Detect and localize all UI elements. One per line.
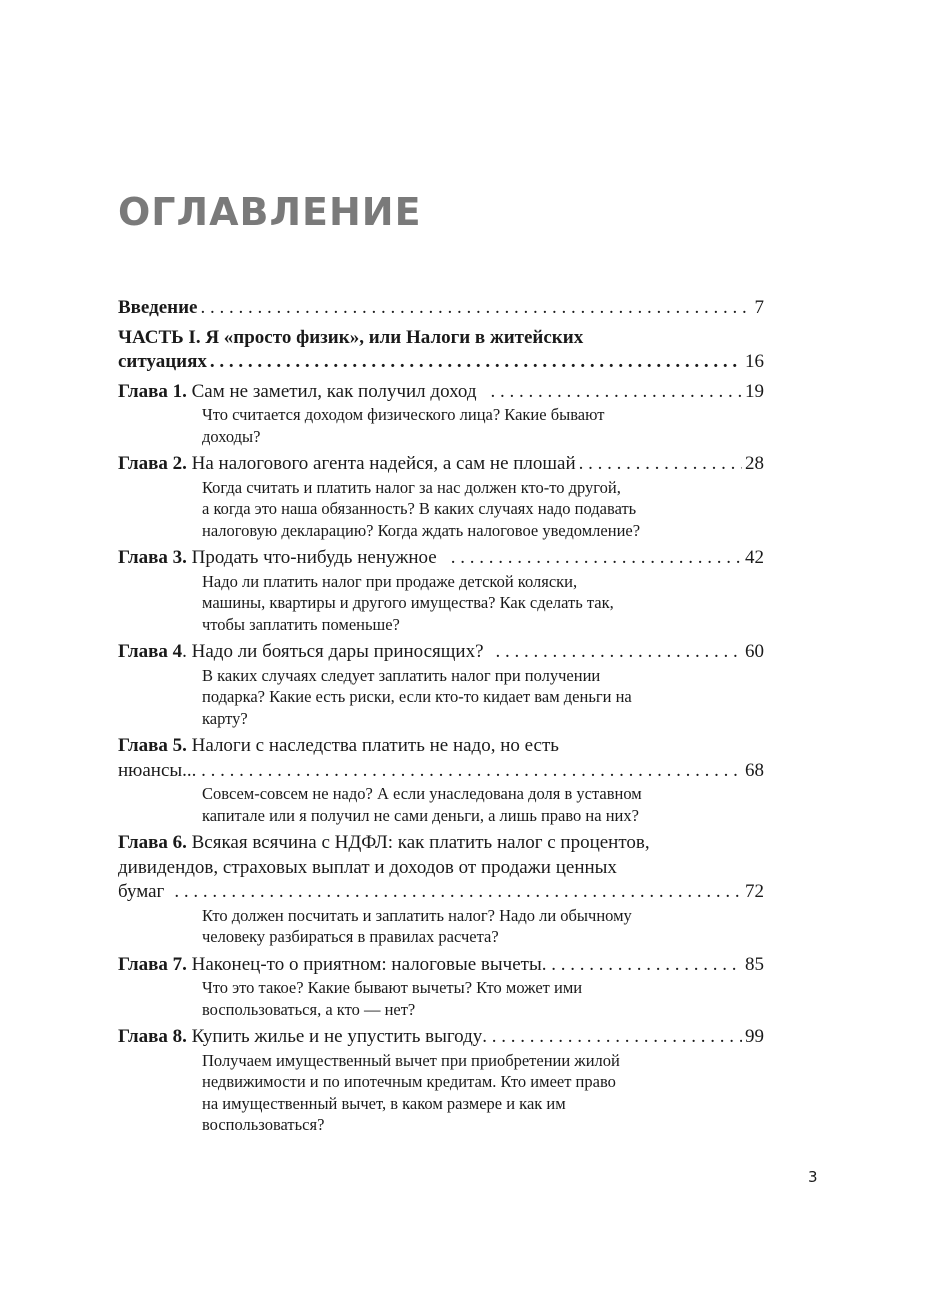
description-line: Что считается доходом физического лица? Какие бывают: [202, 405, 605, 424]
description-line: Надо ли платить налог при продаже детской коляски,: [202, 571, 578, 591]
chapter-label: Глава 5.: [118, 735, 187, 756]
toc-page-number: 42: [745, 547, 764, 568]
toc-page-number: 68: [745, 759, 764, 781]
chapter-label: Глава 2.: [118, 453, 187, 474]
toc-entry-chapter-1[interactable]: [118, 380, 764, 448]
description-line: чтобы заплатить поменьше?: [202, 614, 400, 634]
dot-leader: [542, 953, 742, 978]
dot-leader: [174, 880, 742, 905]
dot-leader: [201, 296, 752, 321]
toc-entry-chapter-2[interactable]: [118, 452, 764, 541]
chapter-title: На налогового агента надейся, а сам не плошай: [191, 453, 576, 474]
toc-part-title-line-2: ситуациях: [118, 351, 207, 372]
chapter-label: Глава 1.: [118, 380, 187, 402]
description-line: Совсем-совсем не надо? А если унаследована доля в уставном: [202, 784, 642, 803]
toc-page-number: 28: [745, 453, 764, 474]
description-line: воспользоваться?: [202, 1115, 325, 1134]
toc-page-number: 16: [745, 351, 764, 372]
chapter-title: Продать что-нибудь ненужное: [191, 547, 437, 568]
toc-entry-chapter-4[interactable]: [118, 640, 764, 729]
description-line: доходы?: [202, 426, 261, 446]
description-line: на имущественный вычет, в каком размере и как им: [202, 1093, 566, 1113]
description-line: Кто должен посчитать и заплатить налог? Надо ли обычному: [202, 905, 632, 925]
description-line: а когда это наша обязанность? В каких случаях надо подавать: [202, 499, 637, 518]
description-line: налоговую декларацию? Когда ждать налоговое уведомление?: [202, 520, 641, 540]
toc-page-number: 7: [754, 297, 764, 318]
chapter-title-continuation: нюансы..: [118, 759, 192, 781]
dot-leader: [491, 380, 742, 405]
toc-part-title-line-1: ЧАСТЬ I. Я «просто физик», или Налоги в житейских: [118, 326, 584, 348]
description-line: недвижимости и по ипотечным кредитам. Кто имеет право: [202, 1072, 616, 1091]
chapter-label: Глава 7.: [118, 953, 187, 975]
description-line: В каких случаях следует заплатить налог при получении: [202, 665, 601, 685]
chapter-description: [202, 665, 764, 730]
chapter-title: . Надо ли бояться дары приносящих?: [182, 641, 484, 662]
dot-leader: [210, 350, 742, 375]
toc-entry-chapter-3[interactable]: [118, 546, 764, 635]
toc-entry-chapter-6[interactable]: [118, 831, 764, 948]
chapter-title-continuation: бумаг: [118, 881, 165, 902]
toc-page-number: 60: [745, 641, 764, 662]
description-line: Что это такое? Какие бывают вычеты? Кто может ими: [202, 978, 583, 997]
chapter-label: Глава 8.: [118, 1026, 187, 1047]
toc-page-number: 72: [745, 881, 764, 902]
chapter-label: Глава 6.: [118, 832, 187, 853]
dot-leader: [482, 1025, 742, 1050]
toc-page-number: 99: [745, 1026, 764, 1047]
description-line: карту?: [202, 708, 248, 728]
chapter-label: Глава 4: [118, 641, 183, 662]
description-line: машины, квартиры и другого имущества? Как сделать так,: [202, 593, 614, 612]
chapter-description: [202, 404, 764, 447]
dot-leader: [451, 546, 742, 571]
description-line: Когда считать и платить налог за нас должен кто-то другой,: [202, 477, 621, 497]
toc-entry-label: Введение: [118, 297, 198, 318]
toc-entry-intro[interactable]: [118, 296, 764, 321]
toc-page-number: 85: [745, 953, 764, 975]
dot-leader: [496, 640, 742, 665]
chapter-title: Сам не заметил, как получил доход: [191, 380, 477, 402]
chapter-description: [202, 905, 764, 948]
chapter-description: [202, 1050, 764, 1136]
chapter-description: [202, 571, 764, 636]
chapter-title: Всякая всячина с НДФЛ: как платить налог с процентов,: [191, 832, 650, 853]
chapter-title: Налоги с наследства платить не надо, но есть: [191, 735, 559, 756]
description-line: воспользоваться, а кто — нет?: [202, 999, 416, 1019]
description-line: подарка? Какие есть риски, если кто-то кидает вам деньги на: [202, 687, 632, 706]
description-line: человеку разбираться в правилах расчета?: [202, 927, 499, 946]
description-line: Получаем имущественный вычет при приобретении жилой: [202, 1050, 620, 1070]
toc-entry-chapter-5[interactable]: [118, 734, 764, 826]
description-line: капитале или я получил не сами деньги, а лишь право на них?: [202, 805, 639, 825]
toc-page-number: 19: [745, 380, 764, 402]
chapter-description: [202, 977, 764, 1020]
chapter-title: Купить жилье и не упустить выгоду: [191, 1026, 483, 1047]
page-number: 3: [808, 1168, 818, 1186]
table-of-contents: [118, 296, 764, 1141]
toc-entry-part-1[interactable]: [118, 326, 764, 375]
toc-entry-chapter-8[interactable]: [118, 1025, 764, 1136]
chapter-description: [202, 783, 764, 826]
toc-entry-chapter-7[interactable]: [118, 953, 764, 1021]
dot-leader: [579, 452, 742, 477]
dot-leader: [192, 759, 742, 784]
chapter-title-continuation: дивидендов, страховых выплат и доходов от продажи ценных: [118, 856, 617, 878]
chapter-label: Глава 3.: [118, 547, 187, 568]
chapter-title: Наконец-то о приятном: налоговые вычеты: [191, 953, 542, 975]
chapter-description: [202, 477, 764, 542]
page-title: ОГЛАВЛЕНИЕ: [118, 190, 422, 234]
